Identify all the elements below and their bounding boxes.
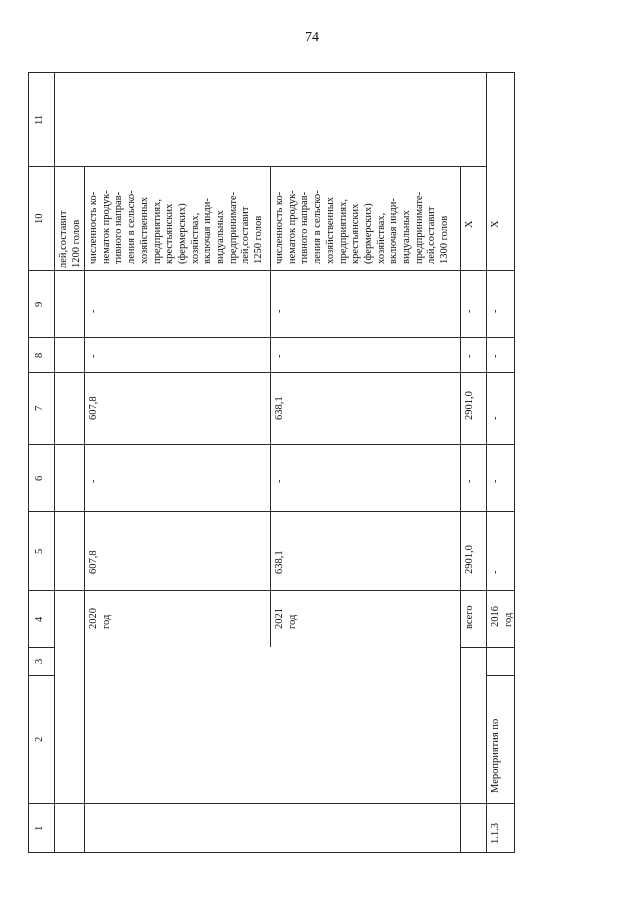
column-number-4: 4 [34, 616, 45, 622]
column-number-11: 11 [34, 114, 45, 125]
year-cell: 2021 год [274, 608, 298, 629]
indicator-text: численность ко- нематок продук- тивного направ- ления в сельско- хозяйственных предприятиях, крестьянских (фермерских) хозяйствах, включая инди- видуальных предпринимате- лей,составит 1250 голов [88, 190, 265, 264]
col5-value: - [490, 570, 501, 574]
col8-value: - [464, 354, 475, 358]
column-separator [28, 270, 514, 271]
year-cell: 2020 год [88, 608, 112, 629]
row-divider [270, 166, 271, 647]
col6-value: - [490, 479, 501, 483]
column-separator [28, 166, 486, 167]
column-separator [28, 675, 54, 676]
col9-value: - [464, 309, 475, 313]
col6-value: - [464, 479, 475, 483]
column-separator [460, 647, 514, 648]
col7-value: - [490, 416, 501, 420]
col9-value: - [274, 309, 285, 313]
row-number: 1.1.3 [490, 823, 501, 844]
col8-value: - [274, 354, 285, 358]
column-separator [28, 647, 54, 648]
column-separator [28, 444, 514, 445]
table-border-right [514, 72, 515, 852]
indicator-text: Х [490, 220, 501, 228]
column-separator [28, 803, 514, 804]
col6-value: - [274, 479, 285, 483]
table-border-left [28, 72, 29, 852]
column-number-6: 6 [34, 475, 45, 481]
column-separator [28, 337, 514, 338]
col7-value: 638,1 [274, 396, 285, 420]
col9-value: - [88, 309, 99, 313]
column-number-10: 10 [34, 213, 45, 224]
row-divider [460, 166, 461, 852]
column-number-5: 5 [34, 548, 45, 554]
col8-value: - [490, 354, 501, 358]
col5-value: 638,1 [274, 550, 285, 574]
page-number: 74 [305, 30, 319, 45]
col5-value: 2901,0 [464, 545, 475, 574]
column-number-8: 8 [34, 352, 45, 358]
row-divider [84, 803, 85, 852]
col5-value: 607,8 [88, 550, 99, 574]
column-number-2: 2 [34, 736, 45, 742]
row-divider [84, 166, 85, 852]
year-cell: всего [464, 605, 475, 629]
col9-value: - [490, 309, 501, 313]
column-separator [28, 511, 514, 512]
header-divider [54, 72, 55, 852]
year-cell: 2016 год [490, 606, 514, 627]
table-border-bottom [28, 852, 515, 853]
col7-value: 2901,0 [464, 391, 475, 420]
col8-value: - [88, 354, 99, 358]
event-title: Мероприятия по [490, 718, 501, 793]
indicator-text: численность ко- нематок продук- тивного направ- ления в сельско- хозяйственных предприятиях, крестьянских (фермерских) хозяйствах, включая инди- видуальных предпринимате- лей,составит 1300 голов [274, 190, 451, 264]
column-number-3: 3 [34, 658, 45, 664]
column-number-9: 9 [34, 301, 45, 307]
column-separator [28, 372, 514, 373]
column-separator [486, 675, 514, 676]
column-number-1: 1 [34, 825, 45, 831]
column-separator [28, 590, 514, 591]
col7-value: 607,8 [88, 396, 99, 420]
column-number-7: 7 [34, 405, 45, 411]
table-border-top [28, 72, 514, 73]
indicator-text: Х [464, 220, 475, 228]
continuation-text: лей,составит 1200 голов [58, 210, 82, 268]
col6-value: - [88, 479, 99, 483]
row-divider [486, 72, 487, 852]
